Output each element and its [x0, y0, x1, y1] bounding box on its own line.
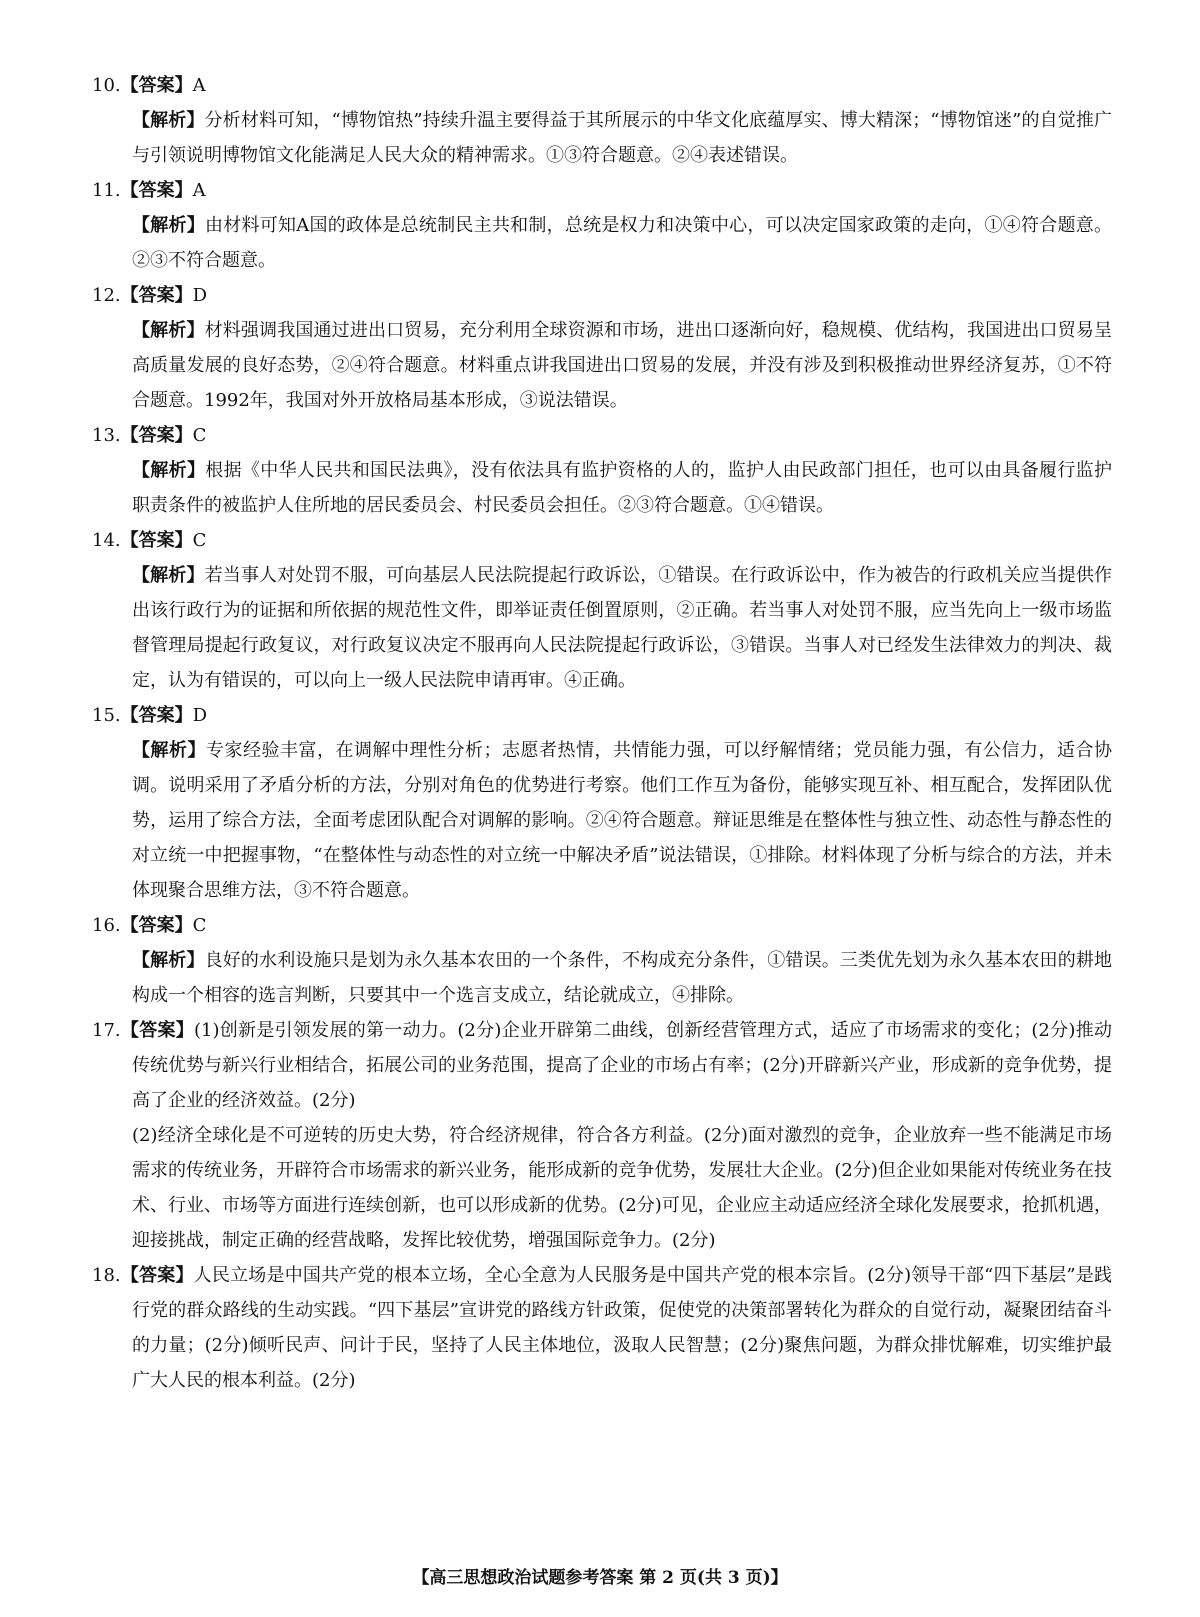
answer-value: C: [192, 425, 207, 446]
question-number: 10.: [92, 75, 121, 96]
answer-page: [92, 68, 1112, 1398]
answer-tag: 【答案】: [120, 75, 193, 96]
question-10: [92, 68, 1112, 173]
answer-line: [92, 418, 1112, 453]
question-number: 11.: [92, 180, 121, 201]
answer-line: [92, 173, 1112, 208]
analysis-paragraph: [92, 943, 1112, 1013]
question-11: [92, 173, 1112, 278]
analysis-paragraph: [92, 453, 1112, 523]
analysis-paragraph: [92, 103, 1112, 173]
analysis-tag: 【解析】: [132, 110, 205, 131]
answer-value: C: [192, 530, 207, 551]
q18-answer-text: 人民立场是中国共产党的根本立场，全心全意为人民服务是中国共产党的根本宗旨。(2分)领导干部“四下基层”是践行党的群众路线的生动实践。“四下基层”宣讲党的路线方针政策，促使党的决策部署转化为群众的自觉行动，凝聚团结奋斗的力量；(2分)倾听民声、问计于民，坚持了人民主体地位，汲取人民智慧；(2分)聚焦问题，为群众排忧解难，切实维护最广大人民的根本利益。(2分): [132, 1265, 1112, 1391]
answer-line: [92, 68, 1112, 103]
question-18: [92, 1258, 1112, 1398]
answer-tag: 【答案】: [120, 1265, 194, 1286]
question-number: 16.: [92, 915, 121, 936]
answer-value: A: [192, 180, 206, 201]
analysis-paragraph: [92, 208, 1112, 278]
analysis-text: 根据《中华人民共和国民法典》，没有依法具有监护资格的人的，监护人由民政部门担任，也可以由具备履行监护职责条件的被监护人住所地的居民委员会、村民委员会担任。②③符合题意。①④错误。: [132, 460, 1113, 516]
q18-answer: [92, 1258, 1112, 1398]
answer-tag: 【答案】: [120, 705, 193, 726]
answer-tag: 【答案】: [120, 530, 193, 551]
q17-part2: [92, 1118, 1112, 1258]
answer-value: C: [192, 915, 207, 936]
answer-value: D: [192, 705, 208, 726]
analysis-tag: 【解析】: [132, 740, 206, 761]
analysis-text: 分析材料可知，“博物馆热”持续升温主要得益于其所展示的中华文化底蕴厚实、博大精深；“博物馆迷”的自觉推广与引领说明博物馆文化能满足人民大众的精神需求。①③符合题意。②④表述错误。: [132, 110, 1113, 166]
analysis-tag: 【解析】: [132, 460, 206, 481]
analysis-tag: 【解析】: [132, 320, 205, 341]
answer-line: [92, 523, 1112, 558]
question-number: 18.: [92, 1265, 121, 1286]
analysis-text: 若当事人对处罚不服，可向基层人民法院提起行政诉讼，①错误。在行政诉讼中，作为被告的行政机关应当提供作出该行政行为的证据和所依据的规范性文件，即举证责任倒置原则，②正确。若当事人对处罚不服，应当先向上一级市场监督管理局提起行政复议，对行政复议决定不服再向人民法院提起行政诉讼，③错误。当事人对已经发生法律效力的判决、裁定，认为有错误的，可以向上一级人民法院申请再审。④正确。: [132, 565, 1113, 691]
question-16: [92, 908, 1112, 1013]
analysis-text: 专家经验丰富，在调解中理性分析；志愿者热情，共情能力强，可以纾解情绪；党员能力强，有公信力，适合协调。说明采用了矛盾分析的方法，分别对角色的优势进行考察。他们工作互为备份，能够实现互补、相互配合，发挥团队优势，运用了综合方法，全面考虑团队配合对调解的影响。②④符合题意。辩证思维是在整体性与独立性、动态性与静态性的对立统一中把握事物，“在整体性与动态性的对立统一中解决矛盾”说法错误，①排除。材料体现了分析与综合的方法，并未体现聚合思维方法，③不符合题意。: [132, 740, 1112, 901]
answer-value: D: [192, 285, 208, 306]
answer-line: [92, 698, 1112, 733]
q17-part1: [92, 1013, 1112, 1118]
analysis-tag: 【解析】: [132, 950, 205, 971]
analysis-paragraph: [92, 733, 1112, 908]
question-number: 15.: [92, 705, 121, 726]
question-14: [92, 523, 1112, 698]
q17-part1-text: (1)创新是引领发展的第一动力。(2分)企业开辟第二曲线，创新经营管理方式，适应了市场需求的变化；(2分)推动传统优势与新兴行业相结合，拓展公司的业务范围，提高了企业的市场占有率；(2分)开辟新兴产业，形成新的竞争优势，提高了企业的经济效益。(2分): [132, 1020, 1113, 1111]
question-13: [92, 418, 1112, 523]
analysis-tag: 【解析】: [132, 565, 205, 586]
analysis-tag: 【解析】: [132, 215, 205, 236]
answer-tag: 【答案】: [120, 285, 193, 306]
question-number: 14.: [92, 530, 121, 551]
analysis-paragraph: [92, 558, 1112, 698]
answer-tag: 【答案】: [120, 425, 193, 446]
page-footer: 【高三思想政治试题参考答案 第 2 页(共 3 页)】: [412, 1568, 788, 1588]
question-number: 12.: [92, 285, 121, 306]
question-17: [92, 1013, 1112, 1258]
answer-value: A: [192, 75, 206, 96]
answer-line: [92, 908, 1112, 943]
question-number: 17.: [92, 1020, 121, 1041]
analysis-text: 由材料可知A国的政体是总统制民主共和制，总统是权力和决策中心，可以决定国家政策的走向，①④符合题意。②③不符合题意。: [132, 215, 1112, 271]
answer-tag: 【答案】: [120, 1020, 195, 1041]
answer-tag: 【答案】: [120, 915, 193, 936]
question-15: [92, 698, 1112, 908]
analysis-text: 材料强调我国通过进出口贸易，充分利用全球资源和市场，进出口逐渐向好，稳规模、优结构，我国进出口贸易呈高质量发展的良好态势，②④符合题意。材料重点讲我国进出口贸易的发展，并没有涉及到积极推动世界经济复苏，①不符合题意。1992年，我国对外开放格局基本形成，③说法错误。: [132, 320, 1113, 411]
question-12: [92, 278, 1112, 418]
q17-part2-text: (2)经济全球化是不可逆转的历史大势，符合经济规律，符合各方利益。(2分)面对激烈的竞争，企业放弃一些不能满足市场需求的传统业务，开辟符合市场需求的新兴业务，能形成新的竞争优势，发展壮大企业。(2分)但企业如果能对传统业务在技术、行业、市场等方面进行连续创新，也可以形成新的优势。(2分)可见，企业应主动适应经济全球化发展要求，抢抓机遇，迎接挑战，制定正确的经营战略，发挥比较优势，增强国际竞争力。(2分): [132, 1125, 1112, 1251]
question-number: 13.: [92, 425, 121, 446]
answer-line: [92, 278, 1112, 313]
analysis-text: 良好的水利设施只是划为永久基本农田的一个条件，不构成充分条件，①错误。三类优先划为永久基本农田的耕地构成一个相容的选言判断，只要其中一个选言支成立，结论就成立，④排除。: [132, 950, 1113, 1006]
analysis-paragraph: [92, 313, 1112, 418]
answer-tag: 【答案】: [120, 180, 193, 201]
